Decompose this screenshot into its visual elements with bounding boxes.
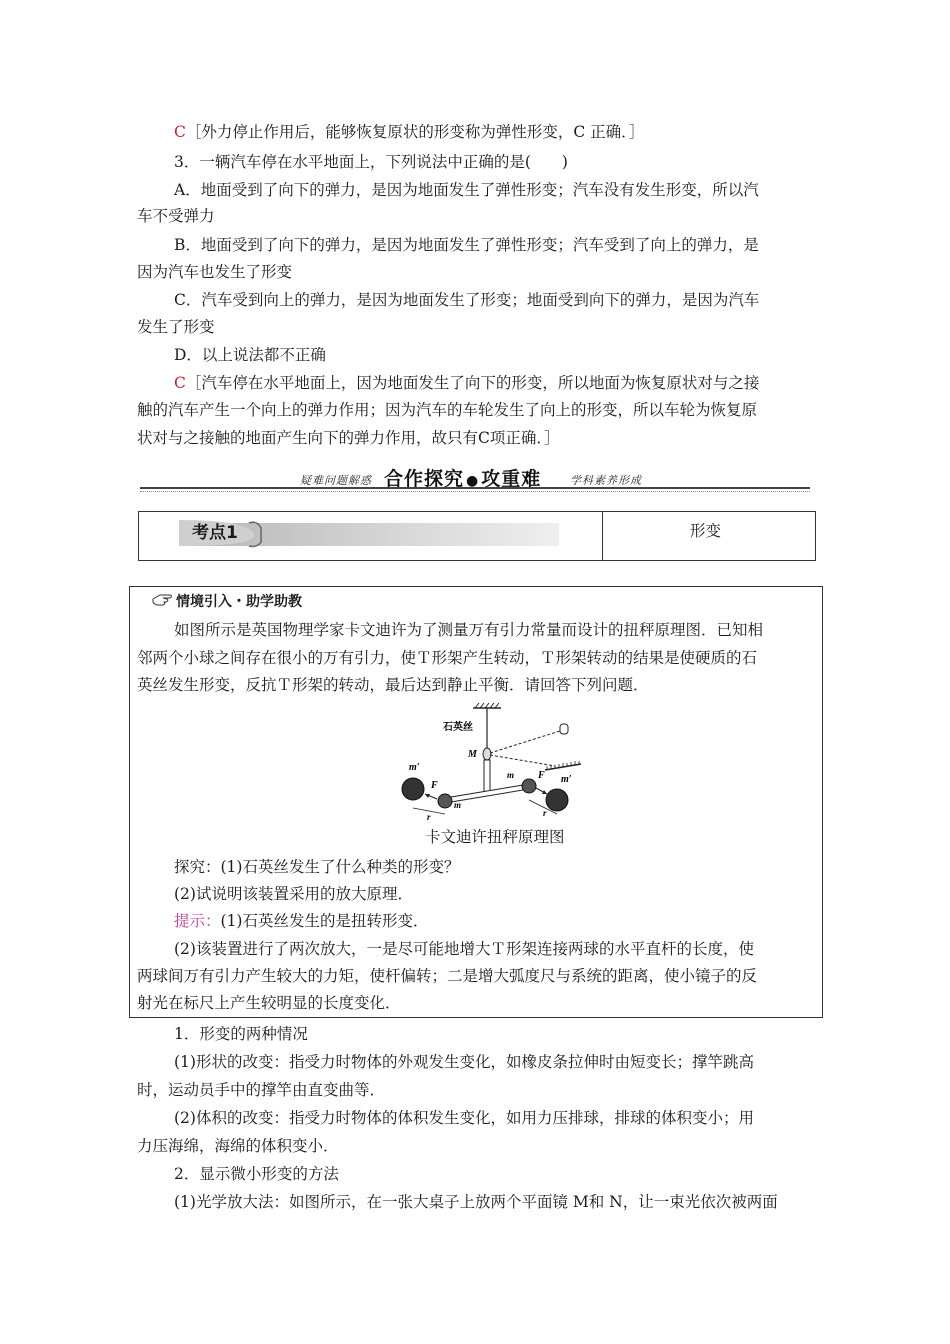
section-1a-line2: 时，运动员手中的撑竿由直变曲等． xyxy=(137,1081,386,1099)
section-1b-line1: (2)体积的改变：指受力时物体的体积发生变化，如用力压排球，排球的体积变小；用 xyxy=(174,1109,754,1127)
explore-q1: 探究：(1)石英丝发生了什么种类的形变？ xyxy=(174,858,460,876)
label-m-prime-left: m′ xyxy=(409,762,420,773)
option-d: D．以上说法都不正确 xyxy=(174,346,326,364)
hint2-line2: 两球间万有引力产生较大的力矩，使杆偏转；二是增大弧度尺与系统的距离，使小镜子的反 xyxy=(137,967,758,985)
hint-label: 提示： xyxy=(174,912,221,930)
table-divider xyxy=(602,512,603,560)
label-quartz-fiber: 石英丝 xyxy=(443,722,473,733)
section-1-heading: 1．形变的两种情况 xyxy=(174,1025,308,1043)
option-b-line2: 因为汽车也发生了形变 xyxy=(137,263,293,281)
scenario-para-line2: 邻两个小球之间存在很小的万有引力，使Ｔ形架产生转动，Ｔ形架转动的结果是使硬质的石 xyxy=(137,649,758,667)
label-r-right: r xyxy=(543,808,547,818)
section-banner xyxy=(140,462,810,492)
option-c-line2: 发生了形变 xyxy=(137,318,215,336)
answer3-letter: C xyxy=(174,374,186,392)
section-1b-line2: 力压海绵，海绵的体积变小． xyxy=(137,1137,339,1155)
label-m-right: m xyxy=(507,770,515,780)
kaodian-label: 考点1 xyxy=(192,523,238,543)
banner-rule xyxy=(140,487,810,489)
banner-right-text: 学科素养形成 xyxy=(570,474,642,487)
label-r-left: r xyxy=(427,812,431,820)
banner-main-text: 合作探究 ● 攻重难 xyxy=(384,468,542,490)
banner-left-text: 疑难问题解惑 xyxy=(300,474,372,487)
option-b-line1: B．地面受到了向下的弹力，是因为地面发生了弹性形变；汽车受到了向上的弹力，是 xyxy=(174,236,759,254)
option-a-line1: A．地面受到了向下的弹力，是因为地面发生了弹性形变；汽车没有发生形变，所以汽 xyxy=(174,181,759,199)
scenario-header: 情境引入・助学助教 xyxy=(176,594,302,610)
figure-caption: 卡文迪许扭秤原理图 xyxy=(425,828,565,846)
banner-rule-dotted xyxy=(140,491,810,492)
label-F-right: F xyxy=(538,770,545,781)
answer3-line2: 触的汽车产生一个向上的弹力作用；因为汽车的车轮发生了向上的形变，所以车轮为恢复原 xyxy=(137,401,758,419)
section-2a-line1: (1)光学放大法：如图所示，在一张大桌子上放两个平面镜 M和 N，让一束光依次被两面 xyxy=(174,1193,778,1211)
answer-text: ［外力停止作用后，能够恢复原状的形变称为弹性形变，C 正确．］ xyxy=(185,123,645,141)
hint2-line1: (2)该装置进行了两次放大，一是尽可能地增大Ｔ形架连接两球的水平直杆的长度，使 xyxy=(174,940,754,958)
answer-letter: C xyxy=(174,123,186,141)
label-F-left: F xyxy=(431,780,438,791)
answer-line xyxy=(174,122,644,142)
label-M: M xyxy=(468,749,477,760)
explore-q2: (2)试说明该装置采用的放大原理． xyxy=(174,885,413,903)
hint2-line3: 射光在标尺上产生较明显的长度变化． xyxy=(137,994,401,1012)
scenario-para-line1: 如图所示是英国物理学家卡文迪许为了测量万有引力常量而设计的扭秤原理图．已知相 xyxy=(174,621,764,639)
cavendish-torsion-balance-figure xyxy=(395,702,585,820)
option-a-line2: 车不受弹力 xyxy=(137,207,215,225)
kaodian-value: 形变 xyxy=(690,522,722,540)
answer3-line1: C［汽车停在水平地面上，因为地面发生了向下的形变，所以地面为恢复原状对与之接 xyxy=(174,374,760,392)
question-stem: 3．一辆汽车停在水平地面上，下列说法中正确的是( ) xyxy=(174,153,568,171)
label-m-prime-right: m′ xyxy=(561,774,572,785)
option-c-line1: C．汽车受到向上的弹力，是因为地面发生了形变；地面受到向下的弹力，是因为汽车 xyxy=(174,291,760,309)
hint-line1: 提示：(1)石英丝发生的是扭转形变． xyxy=(174,912,429,930)
section-1a-line1: (1)形状的改变：指受力时物体的外观发生变化，如橡皮条拉伸时由短变长；撑竿跳高 xyxy=(174,1053,754,1071)
section-2-heading: 2．显示微小形变的方法 xyxy=(174,1165,339,1183)
label-m-left: m xyxy=(454,800,462,810)
hand-pointer-icon xyxy=(152,590,174,608)
scenario-para-line3: 英丝发生形变，反抗Ｔ形架的转动，最后达到静止平衡．请回答下列问题． xyxy=(137,676,649,694)
answer3-line3: 状对与之接触的地面产生向下的弹力作用，故只有C项正确．］ xyxy=(137,429,560,447)
